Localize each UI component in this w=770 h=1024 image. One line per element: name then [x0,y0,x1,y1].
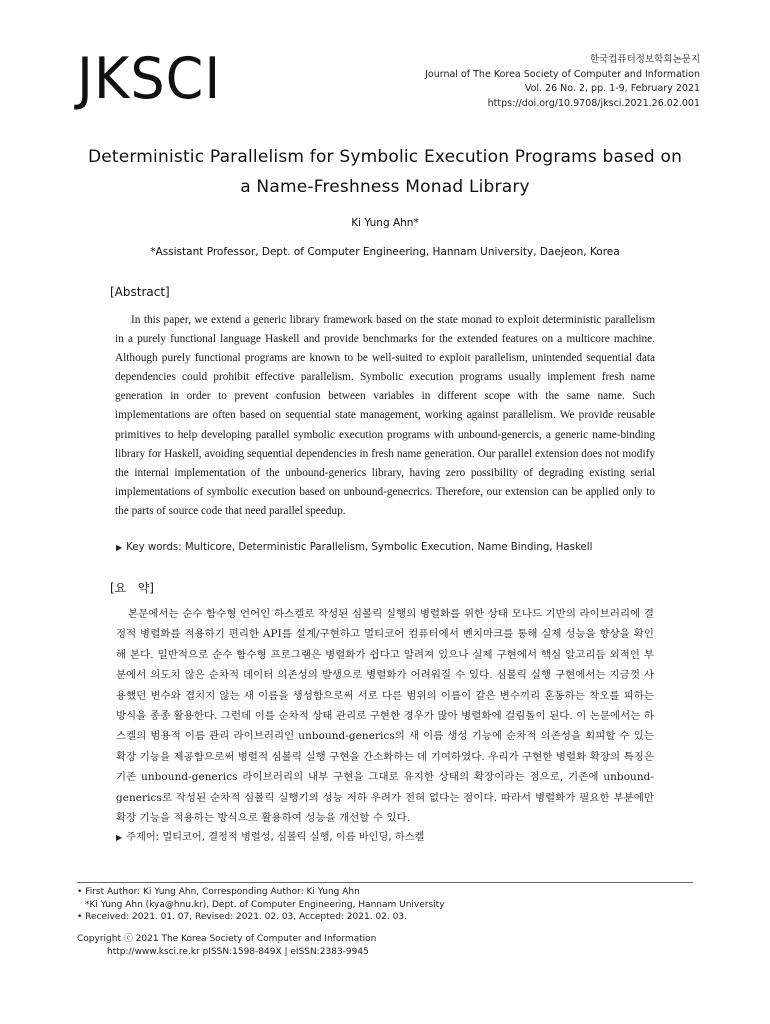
keywords-text: Multicore, Deterministic Parallelism, Symbolic Execution, Name Binding, Haskell [184,542,593,553]
copyright [77,933,376,958]
affiliation: *Assistant Professor, Dept. of Computer Engineering, Hannam University, Daejeon, Korea [150,246,620,258]
abstract-heading: [Abstract] [110,285,170,299]
abstract-body: In this paper, we extend a generic library framework based on the state monad to exploit deterministic parallelism in a purely functional language Haskell and provide benchmarks for the extended features on a multicore machine. Although purely functional programs are known to be well-suited to exploit parallelism, unintended sequential data dependencies could prohibit effective parallelism. Symbolic execution programs usually implement fresh name generation in order to prevent confusion between variables in different scope with the same name. Such implementations are often based on sequential state management, working against parallelism. We provide reusable primitives to help developing parallel symbolic execution programs with unbound-genercis, a generic name-binding library for Haskell, avoiding sequential dependencies in fresh name generation. Our parallel extension does not modify the internal implementation of the unbound-generics library, having zero possibility of degrading existing serial implementations of symbolic execution based on unbound-genecrics. Therefore, our extension can be applied only to the parts of source code that need parallel speedup. [115,314,655,517]
volume-info: Vol. 26 No. 2, pp. 1-9, February 2021 [524,83,700,95]
footnotes [77,886,445,924]
triangle-bullet-icon: ▶ [116,833,123,842]
copyright-line: Copyright ⓒ 2021 The Korea Society of Computer and Information [77,934,377,944]
paper-title [40,142,730,202]
author: Ki Yung Ahn* [351,217,419,229]
journal-name-kr: 한국컴퓨터정보학회논문지 [589,54,700,65]
keywords [116,542,592,553]
journal-name-en: Journal of The Korea Society of Computer and Information [425,68,700,80]
journal-info [425,53,700,111]
kr-keywords-text: 멀티코어, 결정적 병렬성, 심볼릭 실행, 이름 바인딩, 하스켈 [162,832,425,843]
triangle-bullet-icon: ▶ [116,543,123,552]
journal-logo: JKSCI [77,45,222,112]
issn-line: http://www.ksci.re.kr pISSN:1598-849X | eISSN:2383-9945 [107,946,369,957]
kr-keywords-label: 주제어: [126,832,160,843]
footnote-email: *Ki Yung Ahn (kya@hnu.kr), Dept. of Computer Engineering, Hannam University [85,899,445,910]
kr-abstract-heading: [요 약] [110,581,154,595]
title-line-2: a Name-Freshness Monad Library [240,177,530,197]
kr-abstract-body: 본문에서는 순수 함수형 언어인 하스켈로 작성된 심볼릭 실행의 병렬화를 위한 상태 모나드 기반의 라이브러리에 결정적 병렬화를 적용하기 편리한 API를 설계/구현하고 멀티코어 컴퓨터에서 벤치마크를 통해 실제 성능을 향상을 확인해 본다. 일반적으로 순수 함수형 프로그램은 병렬화가 쉽다고 알려져 있으나 실제 구현에서 핵심 알고리듬 외적인 부분에서 의도치 않은 순차적 데이터 의존성의 발생으로 병렬화가 어려워질 수 있다. 심볼릭 실행 구현에서는 지금껏 사용했던 변수와 겹치지 않는 새 이름을 생성함으로써 서로 다른 범위의 이름이 같은 변수끼리 혼동하는 착오를 피하는 방식을 종종 활용한다. 그런데 이를 순차적 상태 관리로 구현한 경우가 많아 병렬화에 걸림돌이 된다. 이 논문에서는 하스켈의 범용적 이름 관리 라이브러리인 unbound-generics의 새 이름 생성 기능에 순차적 의존성을 회피할 수 있는 확장 기능을 제공함으로써 병렬적 심볼릭 실행 구현을 간소화하는 데 기여하였다. 우리가 구현한 병렬화 확장의 특징은 기존 unbound-generics 라이브러리의 내부 구현을 그대로 유지한 상태의 확장이라는 점으로, 기존에 unbound-generics로 작성된 순차적 심볼릭 실행기의 성능 저하 우려가 전혀 없다는 점이다. 따라서 병렬화가 필요한 부분에만 확장 기능을 적용하는 방식으로 활용하여 성능을 개선할 수 있다. [116,608,654,825]
title-line-1: Deterministic Parallelism for Symbolic Execution Programs based on [87,147,683,167]
doi-link[interactable]: https://doi.org/10.9708/jksci.2021.26.02.001 [487,97,700,109]
kr-keywords [116,828,424,843]
footnote-received: • Received: 2021. 01. 07, Revised: 2021. 02. 03, Accepted: 2021. 02. 03. [77,912,407,923]
keywords-label: Key words: [126,542,182,553]
footnote-author: • First Author: Ki Yung Ahn, Corresponding Author: Ki Yung Ahn [77,887,360,897]
footnote-divider [77,882,693,883]
